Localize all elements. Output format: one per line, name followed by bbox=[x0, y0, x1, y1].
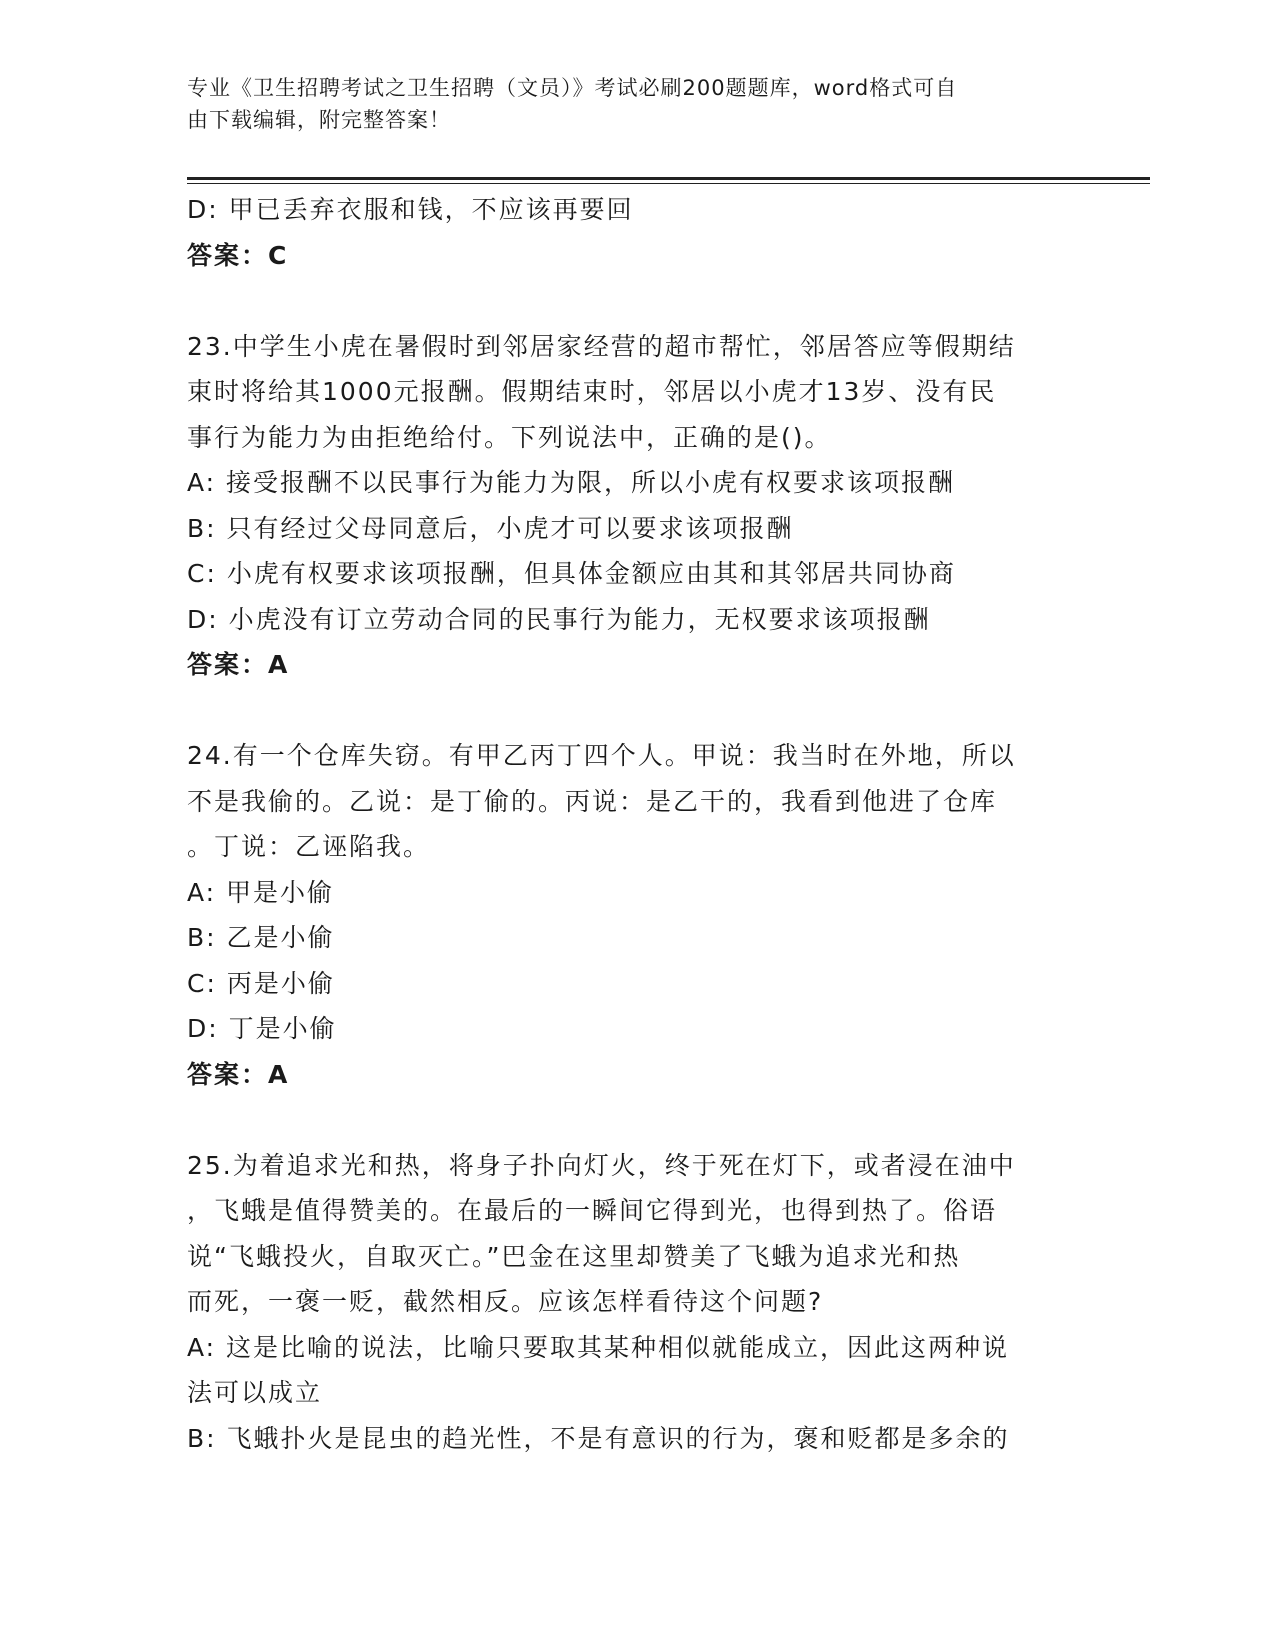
q24-stem-line-2: 不是我偷的。乙说：是丁偷的。丙说：是乙干的，我看到他进了仓库 bbox=[187, 786, 998, 816]
q25-option-b: B: 飞蛾扑火是昆虫的趋光性，不是有意识的行为，褒和贬都是多余的 bbox=[187, 1423, 1010, 1453]
q24-answer: 答案：A bbox=[187, 1059, 290, 1089]
q22-option-d: D: 甲已丢弃衣服和钱，不应该再要回 bbox=[187, 195, 634, 224]
header-rule-thick bbox=[187, 177, 1150, 180]
header-line-2: 由下载编辑，附完整答案！ bbox=[187, 108, 451, 132]
q23-answer: 答案：A bbox=[187, 650, 290, 679]
q24-option-d: D: 丁是小偷 bbox=[187, 1014, 337, 1043]
q23-option-a: A: 接受报酬不以民事行为能力为限，所以小虎有权要求该项报酬 bbox=[187, 468, 956, 497]
q24-option-b: B: 乙是小偷 bbox=[187, 923, 335, 952]
header-line-1: 专业《卫生招聘考试之卫生招聘（文员）》考试必刷200题题库，word格式可自 bbox=[187, 76, 958, 100]
spacer bbox=[187, 1097, 1067, 1143]
spacer bbox=[187, 688, 1067, 734]
q25-stem-line-4: 而死，一褒一贬，截然相反。应该怎样看待这个问题? bbox=[187, 1287, 824, 1316]
header-rule-thin bbox=[187, 183, 1150, 184]
spacer bbox=[187, 278, 1067, 324]
q23-stem-line-2: 束时将给其1000元报酬。假期结束时，邻居以小虎才13岁、没有民 bbox=[187, 377, 997, 406]
q22-answer: 答案：C bbox=[187, 240, 289, 270]
q25-option-a-line-1: A: 这是比喻的说法，比喻只要取其某种相似就能成立，因此这两种说 bbox=[187, 1332, 1010, 1362]
q23-option-b: B: 只有经过父母同意后，小虎才可以要求该项报酬 bbox=[187, 513, 794, 543]
q25-stem-line-3: 说“飞蛾投火，自取灭亡。”巴金在这里却赞美了飞蛾为追求光和热 bbox=[187, 1241, 961, 1271]
q24-stem-line-1: 24.有一个仓库失窃。有甲乙丙丁四个人。甲说：我当时在外地，所以 bbox=[187, 741, 1016, 770]
page-header bbox=[187, 72, 1067, 136]
q25-option-a-line-2: 法可以成立 bbox=[187, 1378, 323, 1407]
q23-stem-line-1: 23.中学生小虎在暑假时到邻居家经营的超市帮忙，邻居答应等假期结 bbox=[187, 331, 1016, 361]
q23-option-d: D: 小虎没有订立劳动合同的民事行为能力，无权要求该项报酬 bbox=[187, 604, 931, 634]
q24-option-a: A: 甲是小偷 bbox=[187, 877, 335, 907]
question-content bbox=[187, 187, 1067, 1461]
q23-stem-line-3: 事行为能力为由拒绝给付。下列说法中，正确的是()。 bbox=[187, 422, 832, 452]
q25-stem-line-1: 25.为着追求光和热，将身子扑向灯火，终于死在灯下，或者浸在油中 bbox=[187, 1150, 1016, 1180]
q25-stem-line-2: ，飞蛾是值得赞美的。在最后的一瞬间它得到光，也得到热了。俗语 bbox=[187, 1196, 998, 1225]
q24-option-c: C: 丙是小偷 bbox=[187, 968, 335, 998]
q24-stem-line-3: 。丁说：乙诬陷我。 bbox=[187, 832, 431, 861]
q23-option-c: C: 小虎有权要求该项报酬，但具体金额应由其和其邻居共同协商 bbox=[187, 559, 956, 588]
